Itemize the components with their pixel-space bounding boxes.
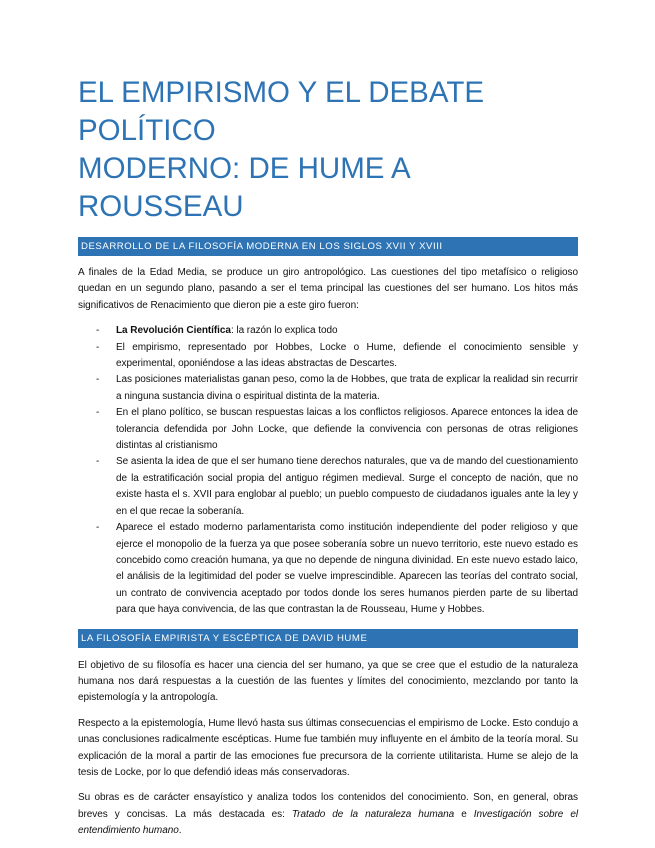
item-text: Las posiciones materialistas ganan peso, como la de Hobbes, que trata de explicar la realidad sin recurrir a ninguna sustancia divina o espiritual distinta de la materia. — [116, 374, 578, 402]
hume-works-paragraph — [78, 790, 578, 839]
milestones-list — [78, 323, 578, 618]
list-item — [78, 323, 578, 339]
dash-bullet: - — [96, 341, 100, 353]
work-title-treatise: Tratado de la naturaleza humana — [291, 808, 455, 820]
title-line-2: MODERNO: DE HUME A ROUSSEAU — [78, 152, 410, 223]
list-item — [78, 454, 578, 520]
list-item — [78, 405, 578, 454]
hume-objective-paragraph: El objetivo de su filosofía es hacer una ciencia del ser humano, ya que se cree que el estudio de la naturaleza humana nos dará respuestas a la cuestión de las fuentes y límites del conocimiento, mezclando por tanto la epistemología y la antropología. — [78, 659, 578, 704]
dash-bullet: - — [96, 374, 100, 386]
item-text: Se asienta la idea de que el ser humano tiene derechos naturales, que va de mando del cuestionamiento de la estratificación social propia del antiguo régimen medieval. Surge el concepto de nación, que no existe hasta el s. XVII para englobar al pueblo; un pueblo compuesto de ciudadanos iguales ante la ley y en el que recae la soberanía. — [116, 456, 578, 517]
works-intro-text: Su obras es de carácter ensayístico y analiza todos los contenidos del conocimiento. Son, en general, obras breves y concisas. La más destacada es: — [78, 792, 578, 820]
item-text: : la razón lo explica todo — [230, 325, 338, 337]
item-text: El empirismo, representado por Hobbes, Locke o Hume, defiende el conocimiento sensible y experimental, oponiéndose a las ideas abstractas de Descartes. — [116, 341, 578, 370]
dash-bullet: - — [96, 522, 100, 534]
intro-paragraph: A finales de la Edad Media, se produce un giro antropológico. Las cuestiones del tipo metafísico o religioso quedan en un segundo plano, pasando a ser el tema principal las cuestiones del ser humano. Los hitos más significativos de Renacimiento que dieron pie a este giro fueron: — [78, 267, 578, 311]
item-bold-label: La Revolución Científica — [116, 325, 231, 337]
dash-bullet: - — [96, 407, 100, 419]
list-item — [78, 372, 578, 405]
title-line-1: EL EMPIRISMO Y EL DEBATE POLÍTICO — [78, 76, 485, 147]
list-item — [78, 340, 578, 373]
document-title — [78, 74, 578, 226]
dash-bullet: - — [96, 456, 100, 468]
works-conjunction: e — [454, 808, 474, 820]
works-end-period: . — [178, 825, 182, 837]
dash-bullet: - — [96, 325, 100, 337]
item-text: En el plano político, se buscan respuestas laicas a los conflictos religiosos. Aparece entonces la idea de tolerancia defendida por John Locke, que defiende la convivencia con personas de otras religiones distintas al cristianismo — [116, 407, 578, 452]
section-heading-hume: LA FILOSOFÍA EMPIRISTA Y ESCÉPTICA DE DAVID HUME — [78, 629, 578, 648]
item-text: Aparece el estado moderno parlamentarista como institución independiente del poder religioso y que ejerce el monopolio de la fuerza ya que posee soberanía sobre un nuevo territorio, este nuevo estado es concebido como creación humana, ya que no depende de ninguna divinidad. En este nuevo estado laico, el análisis de la legitimidad del poder se vuelve imprescindible. Aparecen las teorías del contrato social, un contrato de convivencia aceptado por todos donde los seres humanos pierden parte de su libertad para que haya convivencia, de las que contrastan la de Rousseau, Hume y Hobbes. — [116, 522, 578, 616]
list-item — [78, 520, 578, 618]
page-content — [78, 74, 578, 840]
work-title-enquiry: Investigación sobre el entendimiento humano — [78, 808, 579, 837]
hume-epistemology-paragraph: Respecto a la epistemología, Hume llevó hasta sus últimas consecuencias el empirismo de Locke. Esto condujo a unas conclusiones radicalmente escépticas. Hume fue también muy influyente en el ámbito de la teoría moral. Su explicación de la moral a partir de las emociones fue precursora de la corriente utilitarista. Hume se alejo de la tesis de Locke, por lo que defendió ideas más conservadoras. — [78, 717, 578, 778]
section-heading-modern-philosophy: DESARROLLO DE LA FILOSOFÍA MODERNA EN LOS SIGLOS XVII Y XVIII — [78, 237, 578, 256]
